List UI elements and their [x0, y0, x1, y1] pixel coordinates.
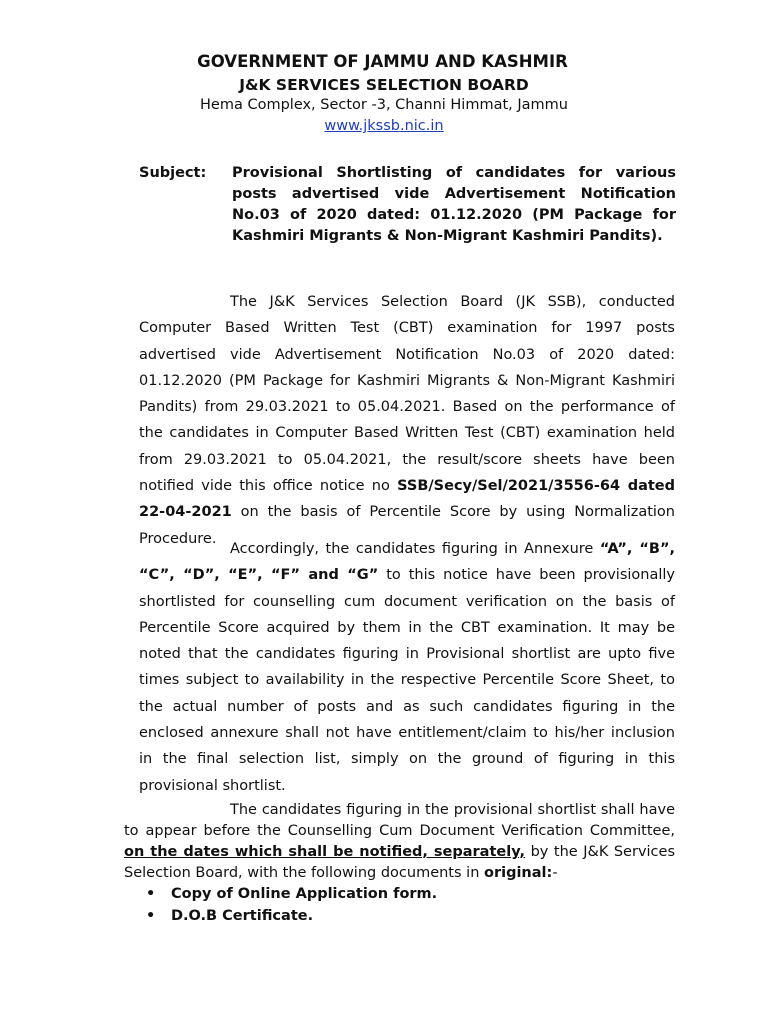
list-item [146, 905, 437, 927]
paragraph1-text-a: The J&K Services Selection Board (JK SSB), conducted Computer Based Written Test (CBT) examination for 1997 posts advertised vide Advertisement Notification No.03 of 2020 dated: 01.12.2020 (PM Package for Kashmiri Migrants & Non-Migrant Kashmiri Pandits) from 29.03.2021 to 05.04.2021. Based on the performance of the candidates in Computer Based Written Test (CBT) examination held from 29.03.2021 to 05.04.2021, the result/score sheets have been notified vide this office notice no [139, 294, 675, 495]
paragraph2-text-b: to this notice have been provisionally shortlisted for counselling cum document verification on the basis of Percentile Score acquired by them in the CBT examination. It may be noted that the candidates figuring in Provisional shortlist are upto five times subject to availability in the respective Percentile Score Sheet, to the actual number of posts and as such candidates figuring in the enclosed annexure shall not have entitlement/claim to his/her inclusion in the final selection list, simply on the ground of figuring in this provisional shortlist. [139, 567, 675, 794]
subject-label: Subject: [139, 165, 207, 181]
list-item [146, 883, 437, 905]
paragraph-cbt-examination [139, 289, 675, 552]
paragraph3-text-b: by the J&K Services Selection Board, with the following documents in [124, 844, 675, 881]
paragraph3-text-a: The candidates figuring in the provisional shortlist shall have to appear before the Counselling Cum Document Verification Committee, [124, 802, 675, 839]
documents-list [146, 883, 437, 927]
annexure-list: “A”, “B”, “C”, “D”, “E”, “F” and “G” [139, 541, 675, 584]
dates-note: on the dates which shall be notified, separately, [124, 844, 526, 860]
notice-reference: SSB/Secy/Sel/2021/3556-64 dated 22-04-2021 [139, 478, 675, 521]
document-item-label: Copy of Online Application form. [171, 886, 438, 902]
website-link[interactable]: www.jkssb.nic.in [324, 118, 444, 134]
paragraph3-text-c: - [552, 865, 558, 881]
paragraph2-text-a: Accordingly, the candidates figuring in Annexure [230, 541, 600, 557]
government-title: GOVERNMENT OF JAMMU AND KASHMIR [197, 52, 568, 71]
bullet-icon: • [146, 886, 156, 902]
bullet-icon: • [146, 908, 156, 924]
board-title: J&K SERVICES SELECTION BOARD [239, 76, 529, 94]
letterhead [0, 52, 768, 137]
subject-text: Provisional Shortlisting of candidates for various posts advertised vide Advertisement Notification No.03 of 2020 dated: 01.12.2020 (PM Package for Kashmiri Migrants & Non-Migrant Kashmiri Pandits). [232, 165, 676, 244]
paragraph-document-verification [124, 800, 675, 884]
board-address: Hema Complex, Sector -3, Channi Himmat, Jammu [200, 97, 568, 113]
paragraph1-text-b: on the basis of Percentile Score by using Normalization Procedure. [139, 504, 675, 547]
original-label: original: [484, 865, 553, 881]
paragraph-provisional-shortlist [139, 536, 675, 799]
document-item-label: D.O.B Certificate. [171, 908, 314, 924]
